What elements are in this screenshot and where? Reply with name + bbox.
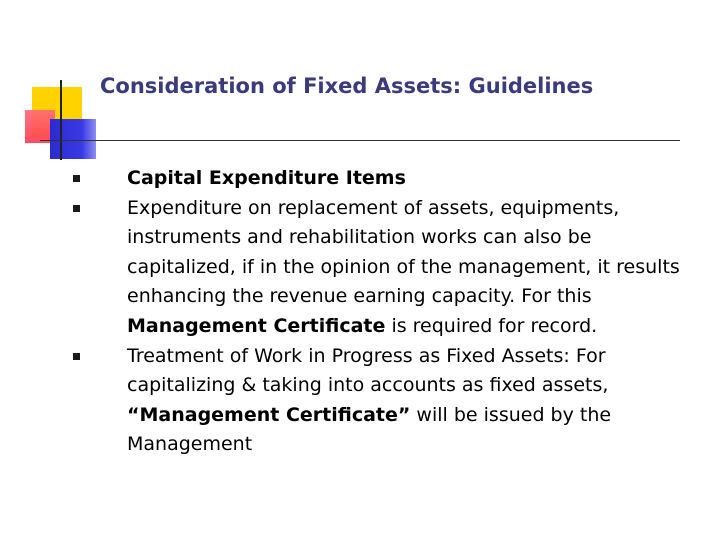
bullet-text: Expenditure on replacement of assets, equipments, instruments and rehabilitation works can also be capitalized, if in the opinion of the management, it results enhancing the revenue earning capacity. For this — [127, 196, 680, 308]
square-bullet-icon — [73, 205, 80, 212]
square-bullet-icon — [73, 175, 80, 182]
bullet-list — [73, 164, 703, 460]
decorative-blue-square — [50, 119, 96, 159]
bullet-text: Treatment of Work in Progress as Fixed Assets: For capitalizing & taking into accounts as fixed assets, — [127, 344, 609, 397]
bullet-bold-text: Management Certificate — [127, 314, 386, 337]
bullet-bold-text: “Management Certificate” — [127, 403, 411, 426]
bullet-heading: Capital Expenditure Items — [127, 167, 406, 189]
bullet-text: is required for record. — [385, 314, 598, 337]
bullet-item-capital-expenditure — [73, 164, 703, 194]
square-bullet-icon — [73, 353, 80, 360]
title-divider-line — [40, 140, 680, 141]
slide-title: Consideration of Fixed Assets: Guidelines — [100, 74, 594, 98]
bullet-text: will be issued by the Management — [127, 403, 612, 456]
bullet-item-replacement-expenditure — [73, 194, 703, 342]
bullet-item-work-in-progress — [73, 342, 703, 460]
decorative-vertical-line — [60, 80, 62, 160]
